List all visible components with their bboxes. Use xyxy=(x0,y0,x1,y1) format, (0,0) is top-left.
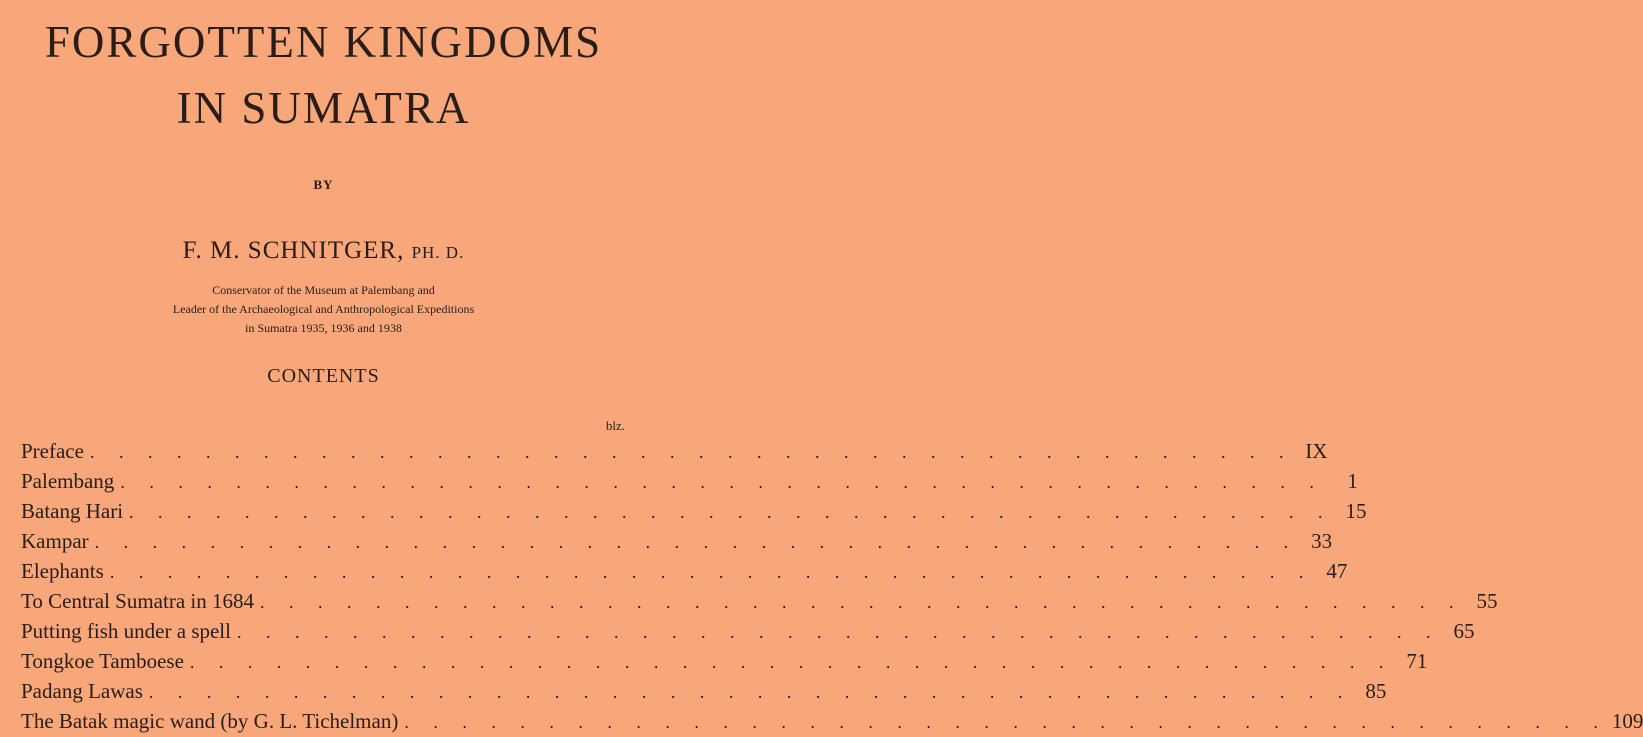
dot-leader: . . . . . . . . . . . . . . . . . . . . . . . . . . . . . . . . . . . . . . . . . . xyxy=(109,562,1314,582)
toc-entry-title: Tongkoe Tamboese xyxy=(21,649,184,673)
dot-leader: . . . . . . . . . . . . . . . . . . . . . . . . . . . . . . . . . . . . . . . . . . xyxy=(404,712,1608,732)
toc-entry xyxy=(21,706,1643,736)
toc-entry xyxy=(21,556,1348,586)
toc-entry-title: To Central Sumatra in 1684 xyxy=(21,589,254,613)
toc-entry xyxy=(21,526,1333,556)
toc-entry xyxy=(21,646,1428,676)
toc-entry xyxy=(21,496,1367,526)
dot-leader: . . . . . . . . . . . . . . . . . . . . . . . . . . . . . . . . . . . . . . . . . . xyxy=(148,682,1353,702)
toc-entry xyxy=(21,466,1358,496)
toc-entry xyxy=(21,436,1328,466)
dot-leader: . . . . . . . . . . . . . . . . . . . . . . . . . . . . . . . . . . . . . . . . . . xyxy=(94,532,1299,552)
affiliation-line-3: in Sumatra 1935, 1936 and 1938 xyxy=(245,321,402,335)
author-name: F. M. SCHNITGER, xyxy=(182,237,405,264)
toc-entry-page: 71 xyxy=(1406,649,1428,673)
toc-entry-page: 109 xyxy=(1611,709,1643,733)
dot-leader: . . . . . . . . . . . . . . . . . . . . . . . . . . . . . . . . . . . . . . . . . . xyxy=(236,622,1441,642)
toc-entry-page: 1 xyxy=(1347,469,1358,493)
toc-entry-title: Elephants xyxy=(21,559,104,583)
dot-leader: . . . . . . . . . . . . . . . . . . . . . . . . . . . . . . . . . . . . . . . . . . xyxy=(120,472,1324,492)
toc-entry-page: 55 xyxy=(1476,589,1498,613)
toc-entry-title: Padang Lawas xyxy=(21,679,143,703)
page-column-label: blz. xyxy=(605,418,625,433)
toc-entry-page: IX xyxy=(1305,439,1328,463)
toc-entry xyxy=(21,586,1498,616)
dot-leader: . . . . . . . . . . . . . . . . . . . . . . . . . . . . . . . . . . . . . . . . . . xyxy=(129,502,1333,522)
toc-entry-title: Putting fish under a spell xyxy=(21,619,231,643)
toc-entry-title: Palembang xyxy=(21,469,115,493)
contents-heading: CONTENTS xyxy=(267,365,380,387)
toc-entry-page: 33 xyxy=(1311,529,1333,553)
affiliation-line-1: Conservator of the Museum at Palembang and xyxy=(212,283,435,297)
author xyxy=(0,238,647,263)
toc-entry-title: Preface xyxy=(21,439,84,463)
by-line: BY xyxy=(313,177,334,192)
book-title-line-2: IN SUMATRA xyxy=(176,83,471,133)
toc-entry xyxy=(21,676,1387,706)
toc-entry-title: Kampar xyxy=(21,529,89,553)
toc-entry-page: 85 xyxy=(1365,679,1387,703)
toc-entry-page: 15 xyxy=(1345,499,1367,523)
dot-leader: . . . . . . . . . . . . . . . . . . . . . . . . . . . . . . . . . . . . . . . . . . xyxy=(260,592,1464,612)
dot-leader: . . . . . . . . . . . . . . . . . . . . . . . . . . . . . . . . . . . . . . . . . . xyxy=(189,652,1394,672)
book-title-line-1: FORGOTTEN KINGDOMS xyxy=(44,17,603,67)
author-degree: PH. D. xyxy=(411,243,465,262)
dot-leader: . . . . . . . . . . . . . . . . . . . . . . . . . . . . . . . . . . . . . . . . . . xyxy=(89,442,1294,462)
toc-entry xyxy=(21,616,1475,646)
toc-entry-title: The Batak magic wand (by G. L. Tichelman) xyxy=(21,709,399,733)
toc-entry-page: 65 xyxy=(1453,619,1475,643)
toc-entry-page: 47 xyxy=(1326,559,1348,583)
table-of-contents xyxy=(21,436,1643,736)
toc-entry-title: Batang Hari xyxy=(21,499,124,523)
affiliation-line-2: Leader of the Archaeological and Anthropological Expeditions xyxy=(172,302,475,316)
